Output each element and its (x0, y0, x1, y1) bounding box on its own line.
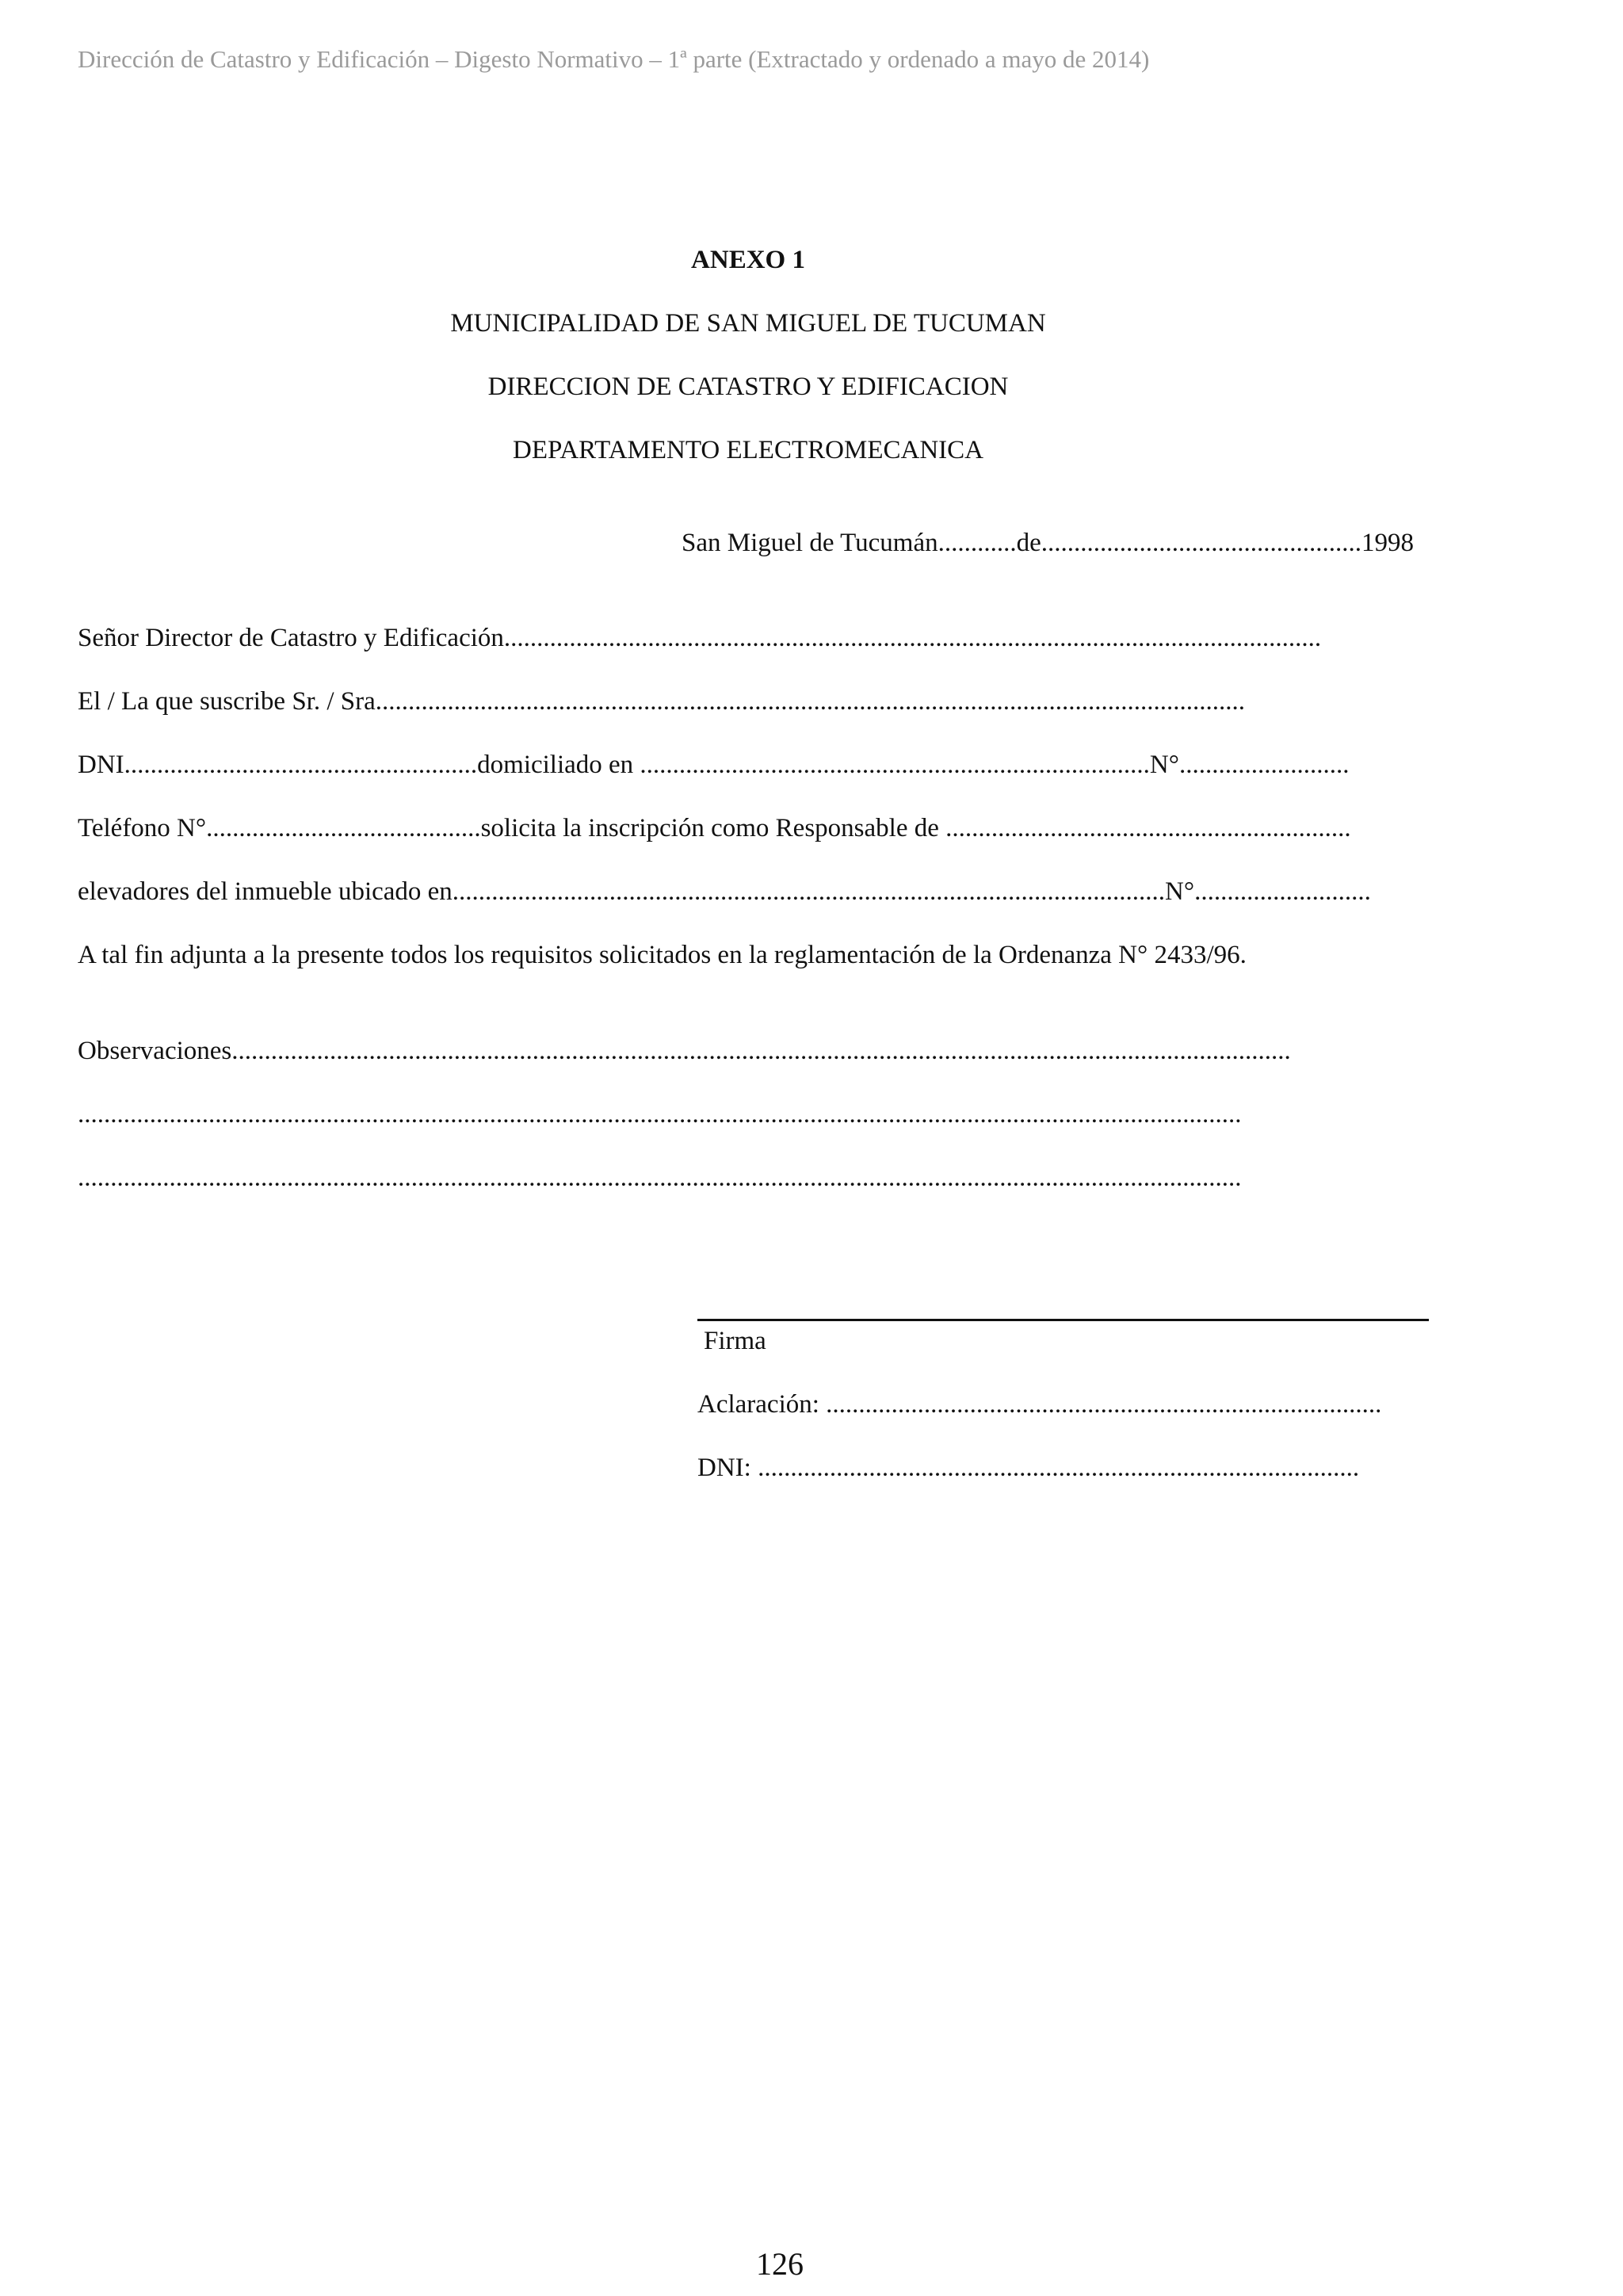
annex-title: ANEXO 1 (691, 246, 805, 274)
form-line-requirements: A tal fin adjunta a la presente todos los requisitos solicitados en la reglamentación de la Ordenanza N° 2433/96. (78, 941, 1247, 969)
org-line-municipality: MUNICIPALIDAD DE SAN MIGUEL DE TUCUMAN (450, 309, 1046, 338)
date-line: San Miguel de Tucumán............de.................................................1998 (682, 529, 1414, 557)
form-line-addressee: Señor Director de Catastro y Edificación............................................................................................................................. (78, 624, 1322, 652)
page-number: 126 (756, 2246, 804, 2282)
form-line-observations-continued-2: .................................................................................................................................................................................. (78, 1163, 1242, 1192)
signature-label: Firma (704, 1327, 766, 1355)
org-line-direction: DIRECCION DE CATASTRO Y EDIFICACION (487, 372, 1009, 401)
form-line-phone-request: Teléfono N°..........................................solicita la inscripción como Responsable de .............................................................. (78, 814, 1351, 842)
signature-dni-line: DNI: ............................................................................................ (697, 1454, 1360, 1482)
running-header: Dirección de Catastro y Edificación – Digesto Normativo – 1ª parte (Extractado y ordenado a mayo de 2014) (78, 45, 1150, 73)
form-line-observations-continued-1: .................................................................................................................................................................................. (78, 1100, 1242, 1129)
form-line-dni-address: DNI......................................................domiciliado en ..............................................................................N°.......................... (78, 751, 1350, 779)
form-line-elevators-location: elevadores del inmueble ubicado en.............................................................................................................N°........................... (78, 877, 1371, 906)
form-line-observations: Observaciones.................................................................................................................................................................. (78, 1037, 1291, 1065)
org-line-department: DEPARTAMENTO ELECTROMECANICA (513, 436, 983, 464)
clarification-line: Aclaración: ..................................................................................... (697, 1390, 1382, 1419)
signature-line (697, 1319, 1429, 1321)
form-line-signatory: El / La que suscribe Sr. / Sra..................................................................................................................................... (78, 687, 1246, 716)
